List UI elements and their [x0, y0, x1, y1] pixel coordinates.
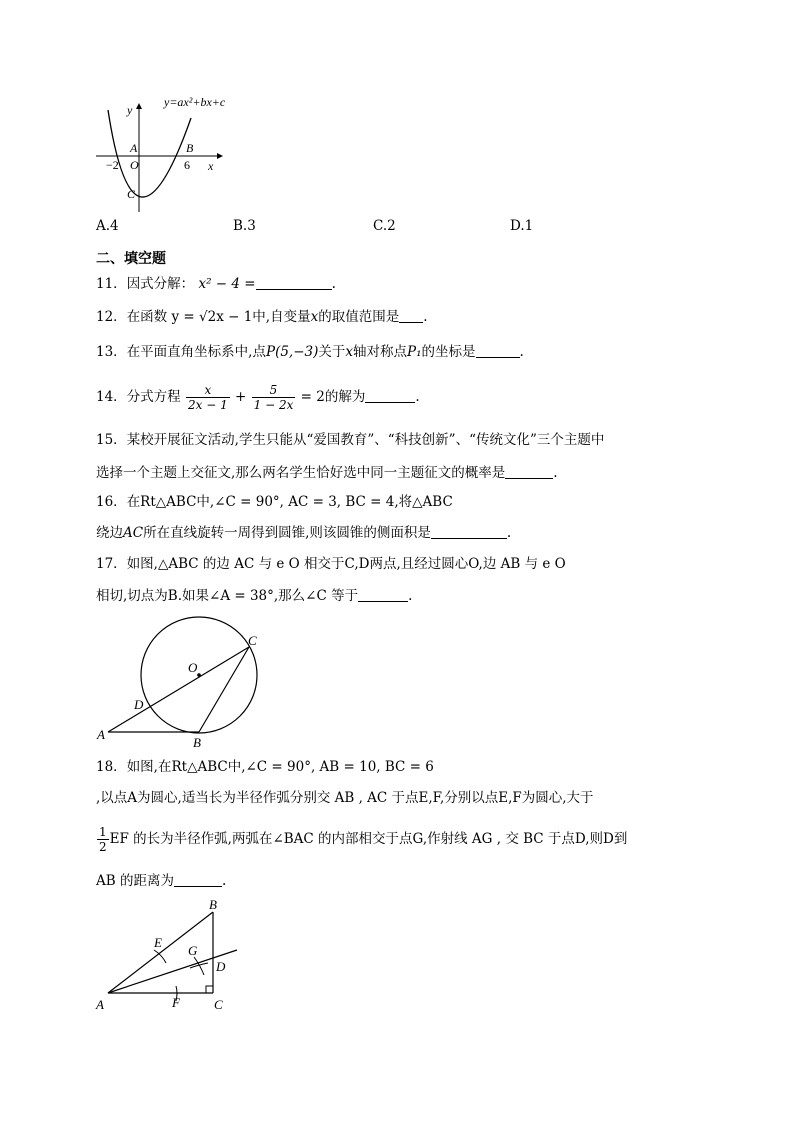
label-d: D: [134, 697, 144, 712]
question-16-line-2: 绕边AC所在直线旋转一周得到圆锥,则该圆锥的侧面积是 .: [96, 525, 512, 541]
question-11: 11．因式分解： x² − 4 = .: [96, 276, 336, 292]
label-d: D: [216, 959, 226, 974]
question-14: 14．分式方程 $\frac{x}{2x - 1}$ + $\frac{5}{1 - 2x}$ = 2的解为 .: [96, 383, 420, 412]
circle-figure: [94, 615, 274, 750]
question-15-line-1: 15．某校开展征文活动,学生只能从“爱国教育”、“科技创新”、“传统文化”三个主题中: [96, 432, 605, 448]
y-axis-label: y: [127, 103, 133, 117]
equation-label: y=ax²+bx+c: [164, 95, 226, 109]
label-c: C: [214, 997, 223, 1010]
right-angle-mark: [206, 986, 213, 993]
option-d: D.1: [510, 218, 534, 234]
question-17-line-1: 17．如图,△ABC 的边 AC 与 e O 相交于C,D两点,且经过圆心O,边 AB 与 e O: [96, 556, 566, 572]
neg2-label: −2: [106, 158, 119, 172]
question-16-line-1: 16．在Rt△ABC中,∠C = 90°, AC = 3, BC = 4,将△ABC: [96, 494, 453, 510]
point-a-label: A: [130, 141, 138, 155]
parabola-figure: [94, 90, 264, 215]
question-13: 13．在平面直角坐标系中,点P(5,−3)关于x轴对称点P₁的坐标是 .: [96, 344, 524, 360]
label-b: B: [209, 897, 217, 912]
segment-ac: [108, 647, 249, 732]
option-b: B.3: [233, 218, 256, 234]
label-a: A: [97, 727, 105, 742]
parabola-curve: [108, 110, 191, 197]
question-17-line-2: 相切,切点为B.如果∠A = 38°,那么∠C 等于 .: [96, 588, 413, 604]
question-18-line-3: $\frac{1}{2}$ EF 的长为半径作弧,两弧在∠BAC 的内部相交于点G,作射线 AG , 交 BC 于点D,则D到: [99, 825, 628, 854]
center-dot: [197, 673, 201, 677]
segment-bc: [199, 647, 249, 732]
x-axis-label: x: [208, 159, 214, 173]
option-c: C.2: [373, 218, 396, 234]
question-18-line-2: ,以点A为圆心,适当长为半径作弧分别交 AB , AC 于点E,F,分别以点E,F为圆心,大于: [96, 790, 594, 806]
label-b: B: [193, 735, 201, 750]
origin-label: O: [130, 158, 139, 172]
label-g: G: [188, 943, 198, 958]
label-o: O: [188, 660, 198, 675]
question-18-line-4: AB 的距离为 .: [96, 873, 227, 889]
question-15-line-2: 选择一个主题上交征文,那么两名学生恰好选中同一主题征文的概率是 .: [96, 465, 558, 481]
six-label: 6: [184, 158, 190, 172]
label-e: E: [154, 935, 162, 950]
question-18-line-1: 18．如图,在Rt△ABC中,∠C = 90°, AB = 10, BC = 6: [96, 759, 434, 775]
label-a: A: [96, 997, 104, 1010]
section-title: 二、填空题: [96, 251, 166, 267]
option-a: A.4: [96, 218, 119, 234]
point-b-label: B: [186, 141, 194, 155]
point-c-label: C: [127, 187, 136, 201]
label-f: F: [172, 995, 180, 1010]
question-12: 12．在函数 y = √2x − 1中,自变量x的取值范围是 .: [96, 309, 428, 325]
triangle-figure: [92, 895, 252, 1010]
label-c: C: [248, 633, 257, 648]
